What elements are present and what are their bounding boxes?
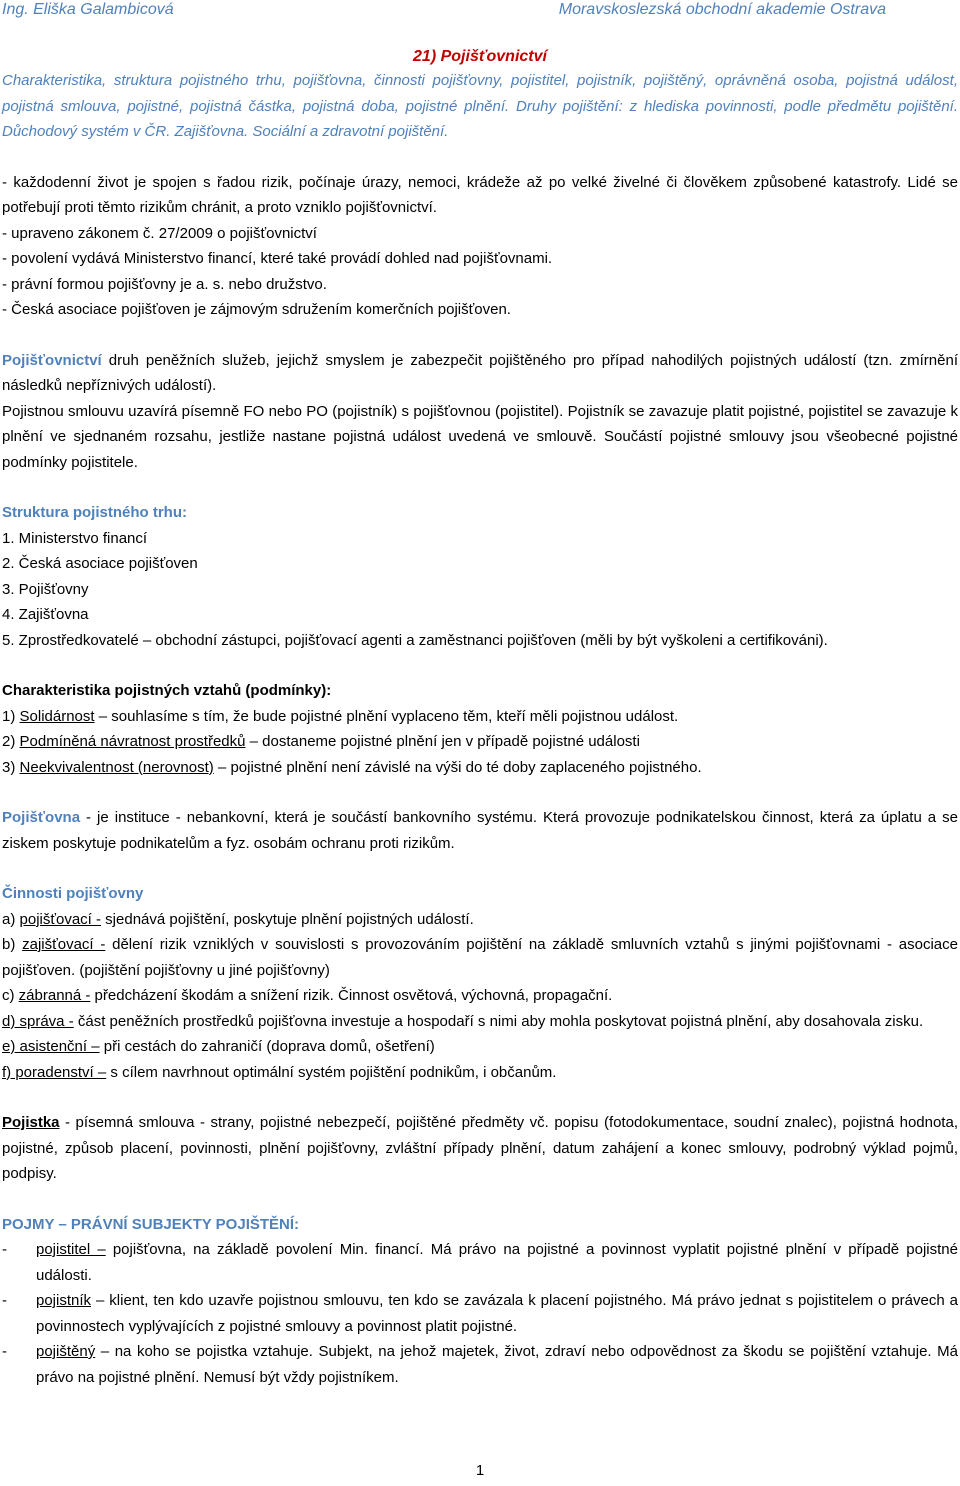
list-item: [2, 755, 958, 781]
list-item: 2. Česká asociace pojišťoven: [2, 555, 198, 572]
definition-text: - je instituce - nebankovní, která je součástí bankovního systému. Která provozuje podnikatelskou činnost, která za úplatu a se ziskem poskytuje podnikatelům a fyz. osobám ochranu proti rizikům.: [2, 809, 958, 852]
item-text: pojišťovna, na základě povolení Min. financí. Má právo na pojistné a povinnost vyplatit pojistné plnění v případě pojistné události.: [36, 1241, 958, 1284]
item-number: 2): [2, 733, 20, 750]
list-item: 1. Ministerstvo financí: [2, 529, 148, 547]
dash-marker: -: [2, 1343, 7, 1360]
item-term: e) asistenční –: [2, 1038, 100, 1055]
item-text: dělení rizik vzniklých v souvislosti s provozováním pojištění na základě smluvních vztahů s jinými pojišťovnami - asociace pojišťoven. (pojištění pojišťovny u jiné pojišťovny): [2, 936, 958, 979]
list-item: 3. Pojišťovny: [2, 580, 89, 598]
item-text: při cestách do zahraničí (doprava domů, ošetření): [99, 1038, 435, 1055]
list-item: [2, 932, 958, 983]
list-item: [2, 704, 958, 730]
list-item: [2, 729, 958, 755]
definition-term: Pojišťovna: [2, 809, 81, 826]
definition-term: Pojišťovnictví: [2, 351, 102, 369]
list-item: [2, 1060, 958, 1086]
definition-text: - písemná smlouva - strany, pojistné nebezpečí, pojištěné předměty vč. popisu (fotodokumentace, soudní znalec), pojistná hodnota, pojistné, způsob placení, povinnosti, plnění pojišťovny, zvláštní případy plnění, datum zahájení a konec smlouvy, podrobný výklad pojmů, podpisy.: [2, 1114, 958, 1182]
header-school: Moravskoslezská obchodní akademie Ostrava: [558, 1, 886, 18]
item-text: – dostaneme pojistné plnění jen v případě pojistné události: [245, 733, 640, 750]
dash-marker: -: [2, 1292, 7, 1309]
list-item: [2, 1288, 958, 1339]
item-text: sjednává pojištění, poskytuje plnění pojistných událostí.: [101, 910, 474, 928]
item-term: d) správa -: [2, 1012, 74, 1030]
item-term: zajišťovací -: [22, 936, 106, 953]
item-text: – pojistné plnění není závislé na výši do té doby zaplaceného pojistného.: [213, 758, 702, 776]
bullet-item: - právní formou pojišťovny je a. s. nebo družstvo.: [2, 275, 327, 293]
section-heading-struktura: Struktura pojistného trhu:: [2, 504, 187, 521]
item-letter: b): [2, 936, 23, 953]
intro-bullets: [2, 170, 958, 323]
section-heading-cinnosti: Činnosti pojišťovny: [2, 885, 144, 902]
item-number: 3): [2, 758, 20, 776]
item-term: pojistitel –: [36, 1241, 106, 1258]
section-heading-pojmy: POJMY – PRÁVNÍ SUBJEKTY POJIŠTĚNÍ:: [2, 1215, 300, 1233]
pojistka-definition: [2, 1110, 958, 1187]
header-author: Ing. Eliška Galambicová: [2, 1, 174, 18]
bullet-item: - upraveno zákonem č. 27/2009 o pojišťovnictví: [2, 224, 317, 242]
item-term: Neekvivalentnost (nerovnost): [19, 758, 214, 776]
item-term: Podmíněná návratnost prostředků: [19, 733, 246, 750]
list-item: [2, 907, 958, 933]
dash-marker: -: [2, 1241, 7, 1258]
item-term: zábranná -: [18, 987, 91, 1004]
item-letter: a): [2, 910, 20, 928]
list-item: 4. Zajišťovna: [2, 606, 89, 623]
list-item: [2, 983, 958, 1009]
item-term: Solidárnost: [19, 707, 95, 725]
bullet-item: - povolení vydává Ministerstvo financí, které také provádí dohled nad pojišťovnami.: [2, 250, 553, 267]
bullet-item: - Česká asociace pojišťoven je zájmovým sdružením komerčních pojišťoven.: [2, 301, 511, 318]
topic-overview: Charakteristika, struktura pojistného trhu, pojišťovna, činnosti pojišťovny, pojistitel, pojistník, pojištěný, oprávněná osoba, pojistná událost, pojistná smlouva, pojistné, pojistná částka, pojistná doba, pojistné plnění. Druhy pojištění: z hlediska povinnosti, podle předmětu pojištění. Důchodový systém v ČR. Zajišťovna. Sociální a zdravotní pojištění.: [2, 72, 958, 140]
definition-term: Pojistka: [2, 1114, 60, 1131]
definition-text: druh peněžních služeb, jejichž smyslem je zabezpečit pojištěného pro případ nahodilých pojistných událostí (tzn. zmírnění následků nepříznivých událostí).: [2, 351, 958, 394]
item-text: – souhlasíme s tím, že bude pojistné plnění vyplaceno těm, kteří měli pojistnou událost.: [94, 707, 679, 725]
item-text: – na koho se pojistka vztahuje. Subjekt, na jehož majetek, život, zdraví nebo odpovědnost za škodu se pojištění vztahuje. Má právo na pojistné plnění. Nemusí být vždy pojistníkem.: [36, 1343, 958, 1386]
list-item: [2, 1339, 958, 1390]
bullet-item: - každodenní život je spojen s řadou rizik, počínaje úrazy, nemoci, krádeže až po velké živelné či člověkem způsobené katastrofy. Lidé se potřebují proti těmto rizikům chránit, a proto vzniklo pojišťovnictví.: [2, 173, 958, 216]
pojistovnictvi-definition: [2, 348, 958, 399]
item-term: f) poradenství –: [2, 1063, 107, 1081]
list-item: [2, 1237, 958, 1288]
list-item: [2, 1034, 958, 1060]
section-heading-vztahy: Charakteristika pojistných vztahů (podmínky):: [2, 682, 332, 699]
item-term: pojištěný: [36, 1343, 96, 1360]
pojistovna-definition: [2, 805, 958, 856]
item-text: s cílem navrhnout optimální systém pojištění podnikům, i občanům.: [106, 1063, 557, 1081]
item-text: část peněžních prostředků pojišťovna investuje a hospodaří s nimi aby mohla poskytovat pojistná plnění, aby dosahovala zisku.: [73, 1012, 924, 1030]
list-item: 5. Zprostředkovatelé – obchodní zástupci, pojišťovací agenti a zaměstnanci pojišťoven (měli by být vyškoleni a certifikováni).: [2, 631, 828, 649]
item-term: pojišťovací -: [19, 910, 102, 928]
page-title: 21) Pojišťovnictví: [413, 48, 547, 65]
item-text: předcházení škodám a snížení rizik. Činnost osvětová, výchovná, propagační.: [90, 987, 613, 1004]
page-header: [2, 0, 958, 24]
pojistna-smlouva-paragraph: Pojistnou smlouvu uzavírá písemně FO nebo PO (pojistník) s pojišťovnou (pojistitel). Pojistník se zavazuje platit pojistné, pojistitel se zavazuje k plnění ve sjednaném rozsahu, jestliže nastane pojistná událost uvedená ve smlouvě. Součástí pojistné smlouvy jsou všeobecné pojistné podmínky pojistitele.: [2, 402, 958, 471]
list-item: [2, 1009, 958, 1035]
page-number: 1: [475, 1462, 485, 1479]
item-text: – klient, ten kdo uzavře pojistnou smlouvu, ten kdo se zavázala k placení pojistného. Má právo jednat s pojistitelem o právech a povinnostech vyplývajících z pojistné smlouvy a povinnost platit pojistné.: [36, 1292, 958, 1335]
item-number: 1): [2, 707, 20, 725]
item-term: pojistník: [36, 1292, 92, 1309]
item-letter: c): [2, 987, 19, 1004]
